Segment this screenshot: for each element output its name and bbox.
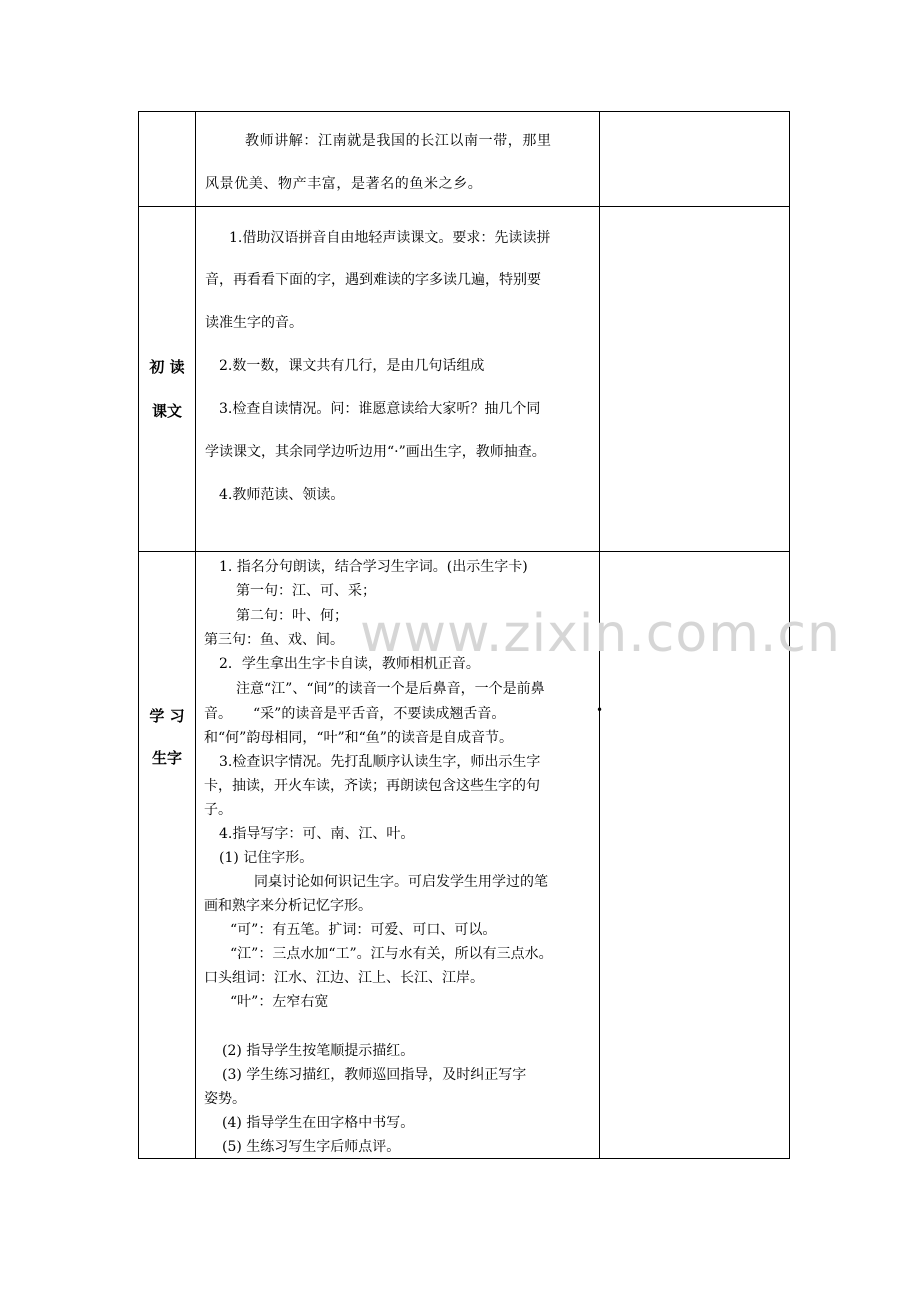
row3-line: 3.检查识字情况。先打乱顺序认读生字，师出示生字 [219,754,541,770]
row3-line: (1) 记住字形。 [219,850,314,866]
table-border-right [789,111,790,1159]
table-border-bottom [138,1158,790,1159]
row3-line: 子。 [204,802,232,818]
row3-line: 2．学生拿出生字卡自读，教师相机正音。 [219,656,480,672]
row3-line: (3) 学生练习描红，教师巡回指导，及时纠正写字 [222,1067,527,1083]
row2-line: 学读课文，其余同学边听边用“·”画出生字，教师抽查。 [205,444,546,460]
row3-label-top: 学 习 [149,707,185,725]
row3-line: 和“何”韵母相同，“叶”和“鱼”的读音是自成音节。 [204,730,513,746]
row2-line: 2.数一数，课文共有几行，是由几句话组成 [219,358,485,374]
row1-line: 教师讲解：江南就是我国的长江以南一带，那里 [245,133,552,149]
row3-line: 第三句：鱼、戏、间。 [204,632,344,648]
row3-line: 口头组词：江水、江边、江上、长江、江岸。 [204,970,484,986]
table-border-top [138,111,790,112]
row3-line: (5) 生练习写生字后师点评。 [222,1139,401,1155]
row2-label-top: 初 读 [149,358,185,376]
row2-line: 音，再看看下面的字，遇到难读的字多读几遍，特别要 [205,272,541,288]
row3-line: (2) 指导学生按笔顺提示描红。 [222,1043,415,1059]
row3-line: (4) 指导学生在田字格中书写。 [222,1115,415,1131]
row3-line: 第一句：江、可、采； [236,583,376,599]
column-divider-2 [599,111,600,1159]
row3-line: 第二句：叶、何； [236,608,348,624]
row3-line: 4.指导写字：可、南、江、叶。 [219,826,415,842]
row3-label-bottom: 生字 [151,749,182,767]
row3-line: 同桌讨论如何识记生字。可启发学生用学过的笔 [254,874,548,890]
row-divider-1 [138,206,790,207]
row3-line: “江”：三点水加“工”。江与水有关，所以有三点水。 [230,946,553,962]
row3-line: 卡，抽读，开火车读，齐读；再朗读包含这些生字的句 [204,778,540,794]
row3-line: 1. 指名分句朗读，结合学习生字词。(出示生字卡) [219,559,528,575]
row3-line: 注意“江”、“间”的读音一个是后鼻音，一个是前鼻 [236,681,545,697]
row3-line: “可”：有五笔。扩词：可爱、可口、可以。 [230,922,497,938]
row2-line: 3.检查自读情况。问：谁愿意读给大家听？抽几个同 [219,401,541,417]
row3-line: 姿势。 [204,1091,246,1107]
stray-mark: • [596,703,604,717]
row2-line: 读准生字的音。 [205,315,303,331]
row2-line: 1.借助汉语拼音自由地轻声读课文。要求：先读读拼 [229,230,551,246]
watermark-text: www.zixin.com.cn [360,604,841,664]
table-border-left [138,111,139,1159]
row2-label-bottom: 课文 [151,402,182,420]
row3-line: 音。 “采”的读音是平舌音，不要读成翘舌音。 [204,706,506,722]
row3-line: “叶”：左窄右宽 [230,994,329,1010]
row-divider-2 [138,551,790,552]
row1-line: 风景优美、物产丰富，是著名的鱼米之乡。 [205,176,483,192]
row2-line: 4.教师范读、领读。 [219,487,345,503]
row3-line: 画和熟字来分析记忆字形。 [204,898,372,914]
column-divider-1 [195,111,196,1159]
